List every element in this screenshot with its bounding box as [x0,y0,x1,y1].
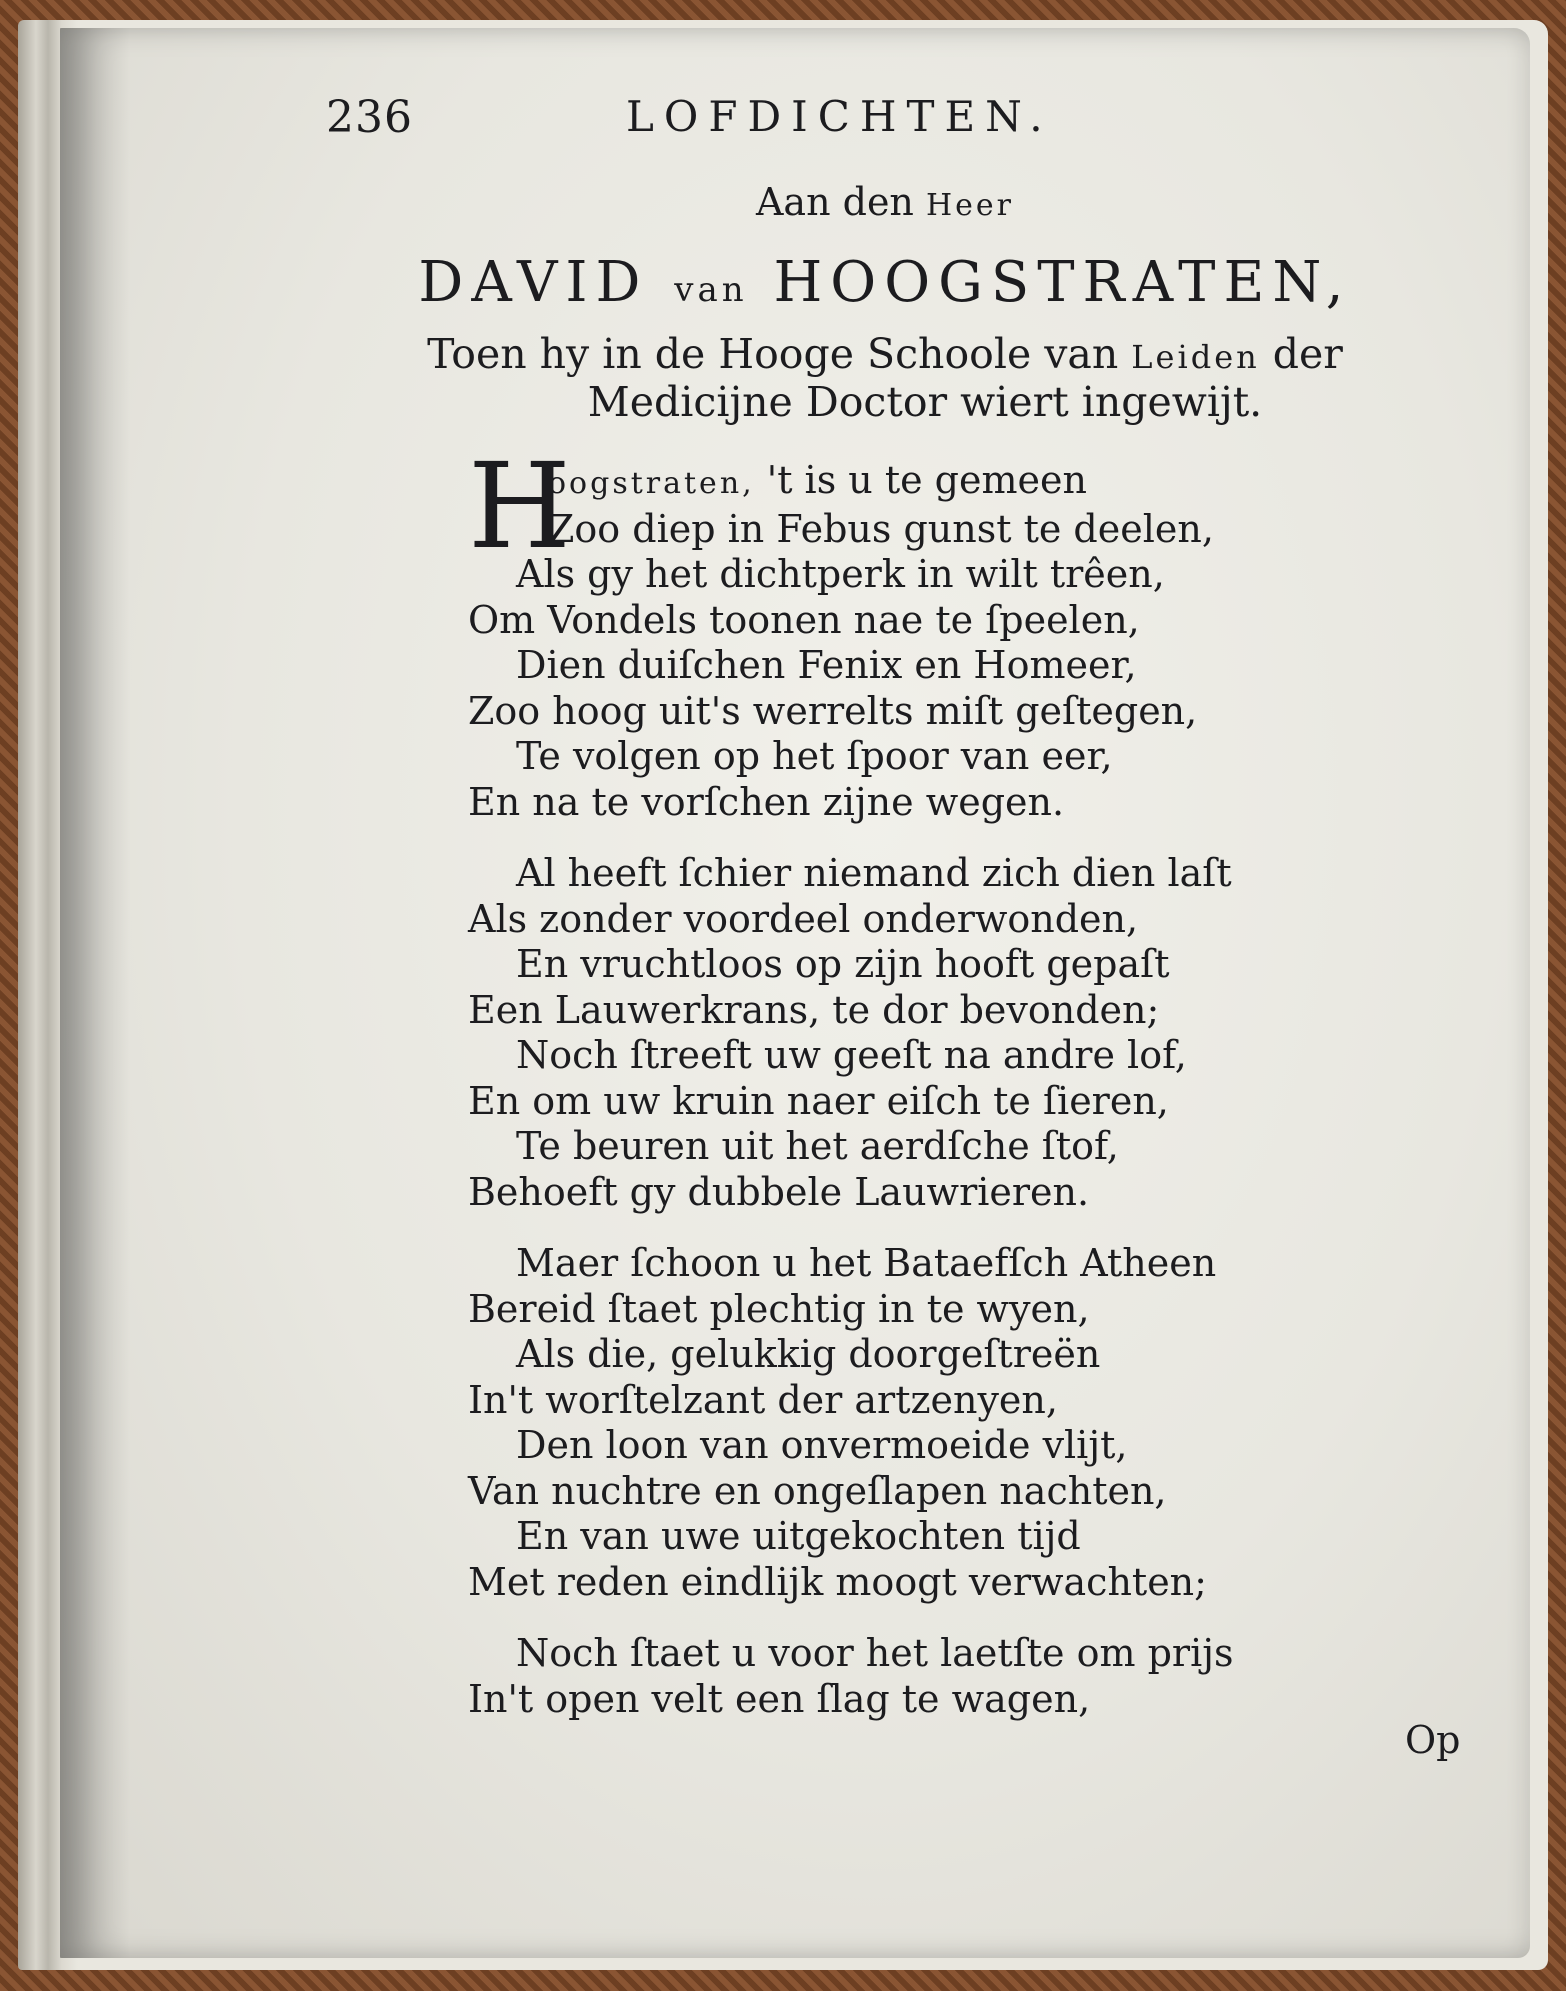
honoree-particle: van [674,270,748,310]
stanza-3 [468,1241,1428,1605]
subtitle-line-1 [320,330,1450,378]
poem-line: Zoo hoog uit's werrelts miſt geſtegen, [468,688,1198,733]
first-word: oogstraten, [548,466,755,501]
poem-line: Al heeft ſchier niemand zich dien laſt [516,851,1232,895]
poem-line: In't open velt een ſlag te wagen, [468,1676,1091,1721]
poem-line: Bereid ſtaet plechtig in te wyen, [468,1286,1090,1331]
poem-line: Behoeft gy dubbele Lauwrieren. [468,1169,1090,1214]
poem-line: En om uw kruin naer eiſch te ſieren, [468,1078,1169,1123]
subtitle-city: Leiden [1131,338,1260,376]
poem-line: Te beuren uit het aerdſche ſtof, [516,1124,1119,1168]
poem-line: En na te vorſchen zijne wegen. [468,779,1065,824]
honoree-first-name: DAVID [418,250,649,315]
dedication-line [320,180,1450,224]
poem-line: Als zonder voordeel onderwonden, [468,896,1139,941]
page-number: 236 [326,92,413,143]
dedication-title-word: Heer [926,188,1015,223]
running-title: LOFDICHTEN. [626,92,1053,141]
poem-line: Met reden eindlijk moogt verwachten; [468,1559,1207,1604]
honoree-name [320,250,1450,315]
stanza-4 [468,1631,1428,1722]
subtitle-text-b: der [1272,330,1343,378]
poem-line: Een Lauwerkrans, te dor bevonden; [468,987,1160,1032]
honoree-last-name: HOOGSTRATEN, [773,250,1352,315]
poem-line: In't worſtelzant der artzenyen, [468,1377,1058,1422]
poem-line: Als die, gelukkig doorgeſtreën [516,1332,1101,1376]
stanza-1-continued [468,552,1428,825]
subtitle-line-2: Medicijne Doctor wiert ingewijt. [587,378,1263,426]
running-head [326,92,1426,152]
subtitle-text-a: Toen hy in de Hooge Schoole van [427,330,1119,378]
poem-body [468,437,1428,1748]
poem-line: Dien duiſchen Fenix en Homeer, [516,643,1137,687]
spine-shadow [60,28,130,1958]
poem-line: En van uwe uitgekochten tijd [516,1514,1081,1558]
poem-line: Om Vondels toonen nae te ſpeelen, [468,597,1140,642]
poem-line: Den loon van onvermoeide vlijt, [516,1423,1128,1467]
poem-line [548,458,1428,507]
poem-line: Noch ſtreeft uw geeſt na andre lof, [516,1033,1187,1077]
poem-line: En vruchtloos op zijn hooft gepaſt [516,942,1170,986]
poem-line: Noch ſtaet u voor het laetſte om prijs [516,1631,1234,1675]
poem-line: Als gy het dichtperk in wilt trêen, [516,552,1165,596]
poem-line: Maer ſchoon u het Bataefſch Atheen [516,1241,1217,1285]
catchword: Op [1405,1718,1461,1762]
dedication-prefix: Aan den [755,180,914,224]
drop-cap: H [468,437,571,575]
poem-line: Zoo diep in Febus gunst te deelen, [548,506,1214,551]
stanza-1 [468,458,1428,552]
stanza-2 [468,851,1428,1215]
first-line-rest: 't is u te gemeen [766,458,1087,502]
poem-line: Te volgen op het ſpoor van eer, [516,734,1113,778]
poem-line: Van nuchtre en ongeſlapen nachten, [468,1468,1167,1513]
